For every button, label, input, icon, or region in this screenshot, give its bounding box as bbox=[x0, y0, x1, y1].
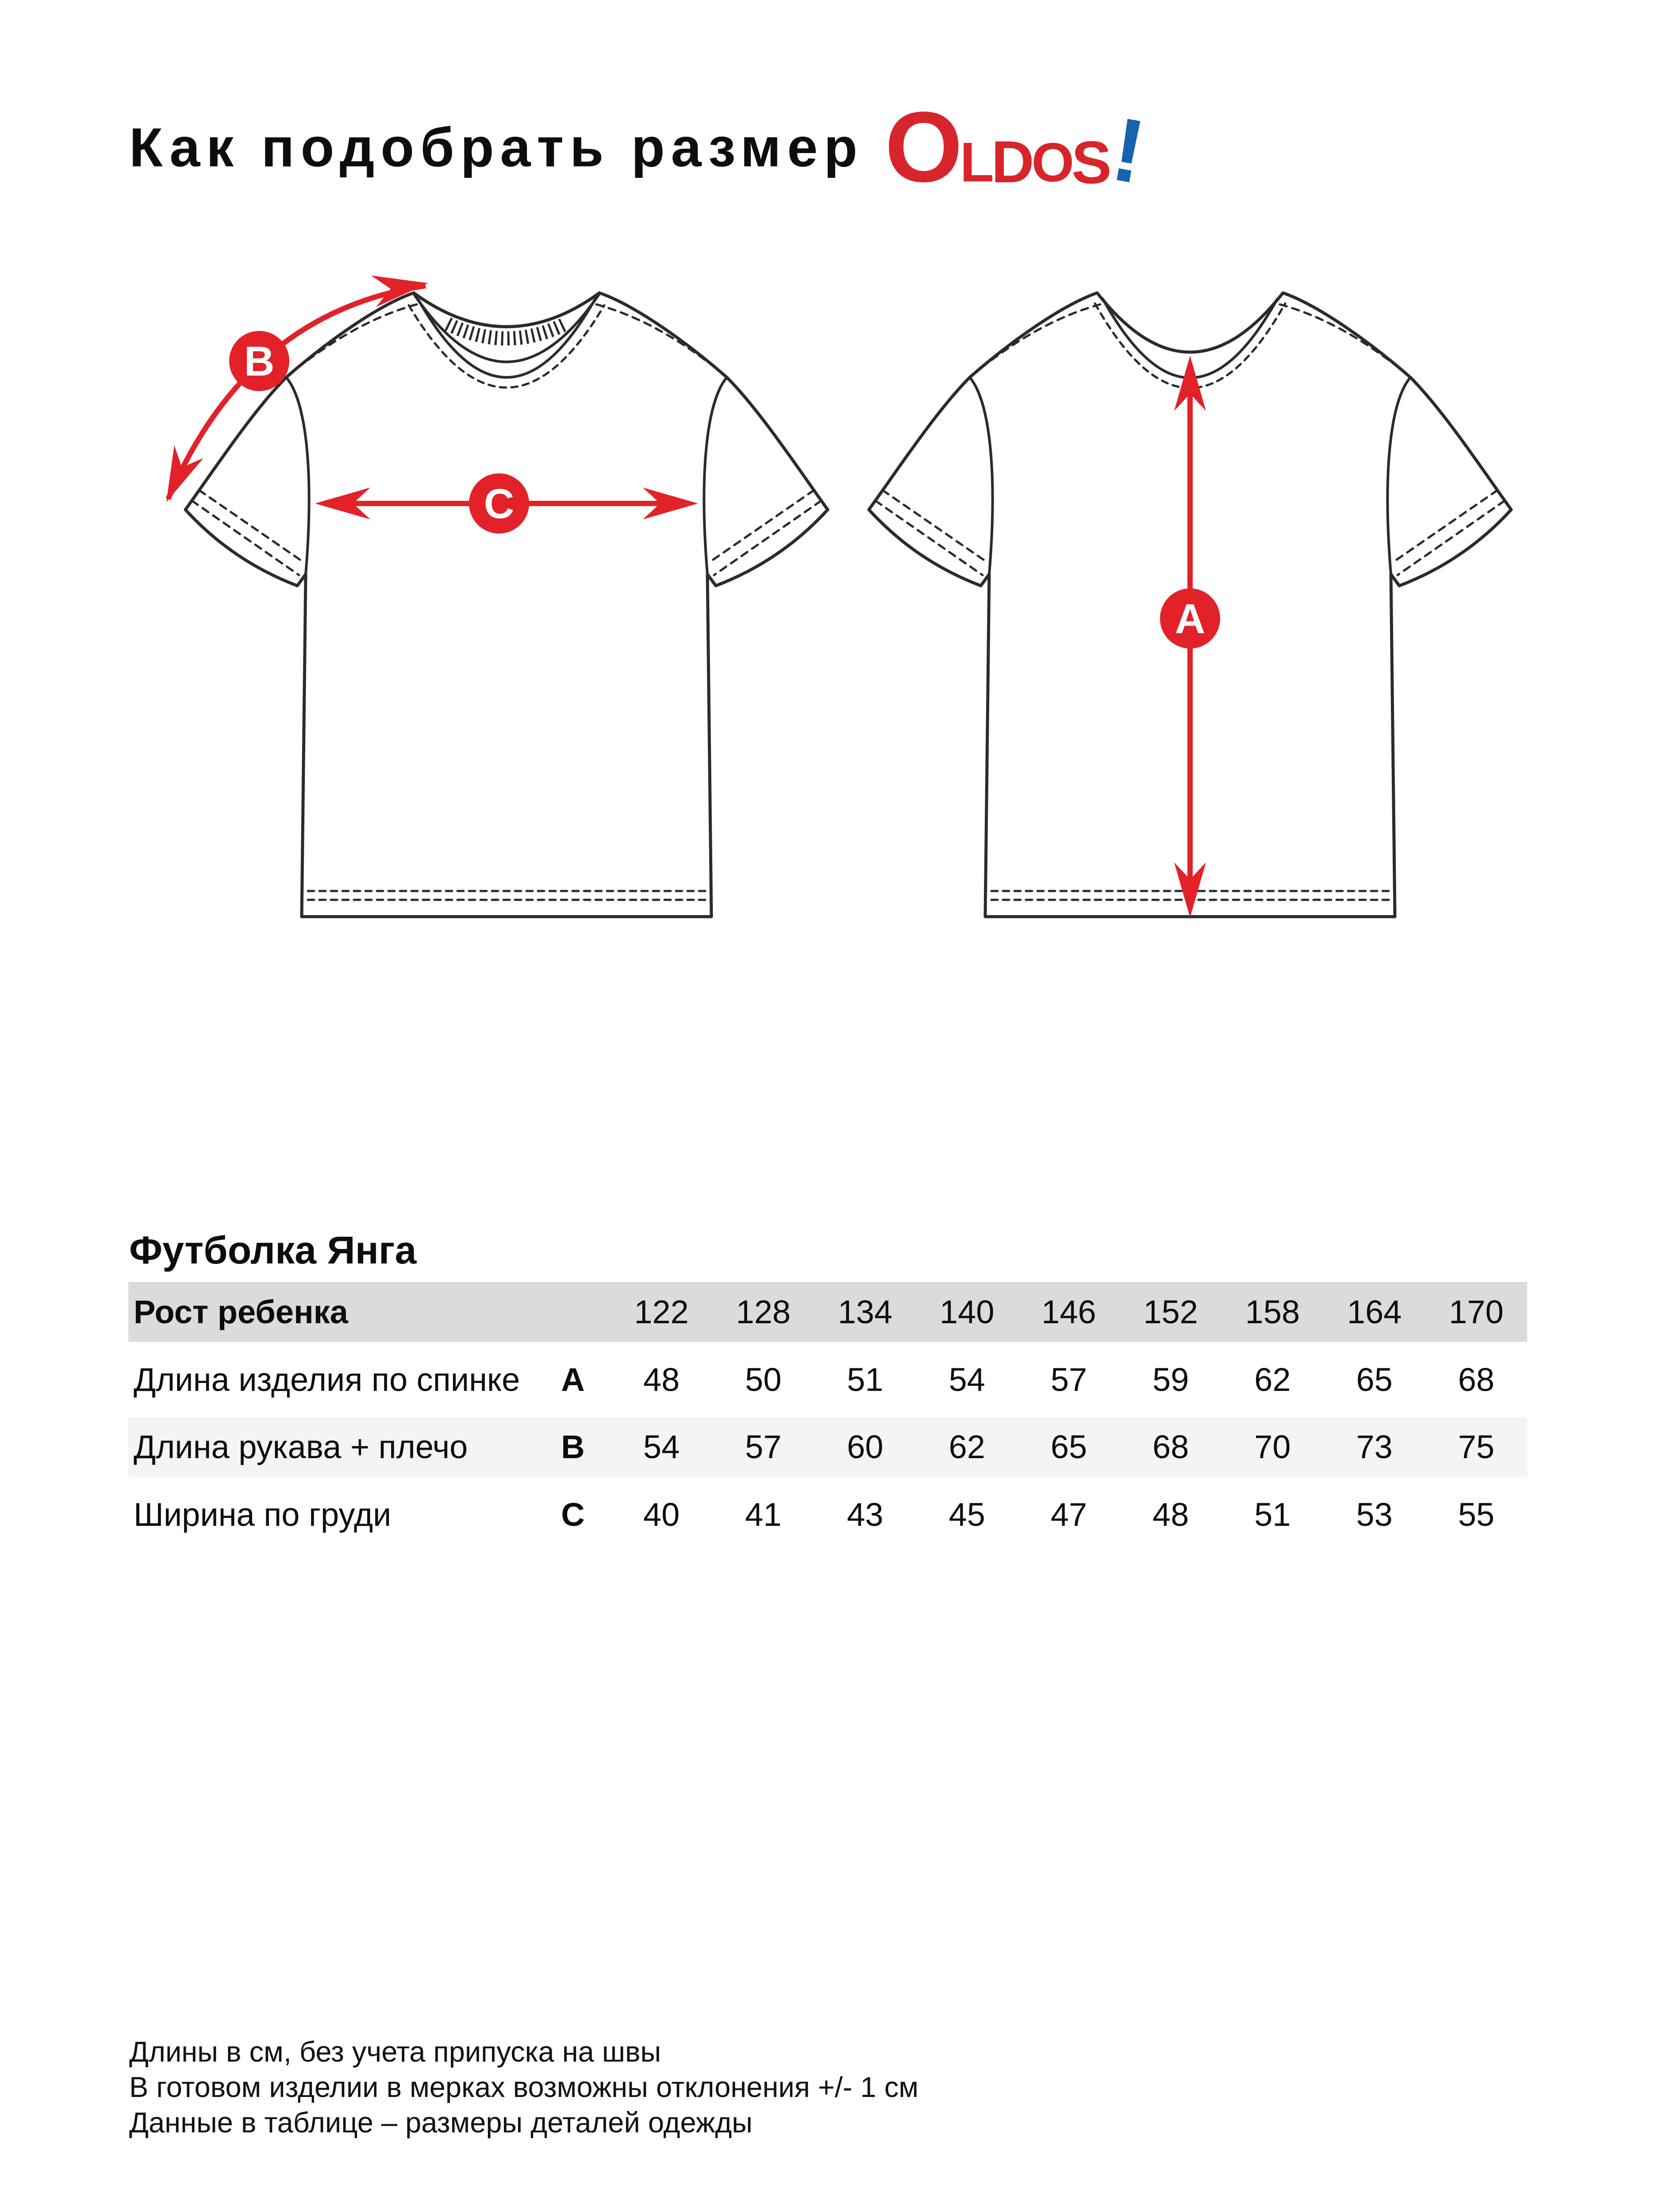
table-row-sleeve-length bbox=[128, 1417, 1527, 1477]
value-cell: 55 bbox=[1458, 1496, 1495, 1533]
value-cell: 59 bbox=[1152, 1361, 1189, 1398]
table-header-row bbox=[128, 1282, 1527, 1342]
footnote-units: Длины в см, без учета припуска на швы bbox=[129, 2035, 661, 2068]
value-cell: 62 bbox=[1254, 1361, 1291, 1398]
measure-letter-c: C bbox=[484, 480, 515, 527]
row-letter: C bbox=[561, 1496, 585, 1533]
footnotes bbox=[129, 2034, 918, 2140]
page-title: Как подобрать размер bbox=[129, 117, 864, 178]
height-cell: 146 bbox=[1041, 1294, 1096, 1330]
tshirt-back-diagram bbox=[847, 265, 1537, 1018]
value-cell: 41 bbox=[745, 1496, 782, 1533]
value-cell: 53 bbox=[1356, 1496, 1393, 1533]
table-row-back-length bbox=[128, 1342, 1527, 1417]
row-label: Ширина по груди bbox=[134, 1496, 392, 1533]
value-cell: 54 bbox=[949, 1361, 985, 1398]
footnote-tolerance: В готовом изделии в мерках возможны отклонения +/- 1 см bbox=[129, 2071, 919, 2103]
value-cell: 45 bbox=[949, 1496, 985, 1533]
size-table bbox=[128, 1282, 1527, 1552]
value-cell: 54 bbox=[643, 1429, 680, 1465]
logo-letter-d: D bbox=[991, 129, 1032, 195]
value-cell: 62 bbox=[949, 1429, 985, 1465]
value-cell: 51 bbox=[847, 1361, 883, 1398]
row-letter: B bbox=[561, 1429, 585, 1465]
height-cell: 140 bbox=[940, 1294, 995, 1330]
logo-letter-o2: O bbox=[1031, 132, 1072, 193]
table-header-label: Рост ребенка bbox=[134, 1294, 348, 1330]
value-cell: 65 bbox=[1356, 1361, 1393, 1398]
value-cell: 47 bbox=[1050, 1496, 1087, 1533]
value-cell: 48 bbox=[643, 1361, 680, 1398]
page-header bbox=[129, 74, 1150, 203]
measure-letter-b: B bbox=[244, 338, 275, 385]
value-cell: 73 bbox=[1356, 1429, 1393, 1465]
value-cell: 65 bbox=[1050, 1429, 1087, 1465]
value-cell: 50 bbox=[745, 1361, 782, 1398]
measure-letter-a: A bbox=[1175, 595, 1206, 642]
height-cell: 170 bbox=[1449, 1294, 1504, 1330]
value-cell: 68 bbox=[1152, 1429, 1189, 1465]
height-cell: 164 bbox=[1347, 1294, 1402, 1330]
height-cell: 128 bbox=[736, 1294, 791, 1330]
value-cell: 48 bbox=[1152, 1496, 1189, 1533]
height-cell: 152 bbox=[1143, 1294, 1198, 1330]
height-cell: 158 bbox=[1245, 1294, 1300, 1330]
value-cell: 75 bbox=[1458, 1429, 1495, 1465]
value-cell: 51 bbox=[1254, 1496, 1291, 1533]
table-row-chest-width bbox=[128, 1477, 1527, 1552]
height-cell: 134 bbox=[837, 1294, 893, 1330]
oldos-logo bbox=[885, 89, 1150, 204]
product-title: Футболка Янга bbox=[129, 1228, 417, 1272]
row-label: Длина рукава + плечо bbox=[134, 1429, 468, 1465]
tshirt-front-diagram bbox=[164, 265, 854, 1018]
value-cell: 40 bbox=[643, 1496, 680, 1533]
value-cell: 68 bbox=[1458, 1361, 1495, 1398]
value-cell: 43 bbox=[847, 1496, 883, 1533]
value-cell: 70 bbox=[1254, 1429, 1291, 1465]
value-cell: 57 bbox=[745, 1429, 782, 1465]
logo-letter-s: S bbox=[1071, 129, 1109, 196]
height-cell: 122 bbox=[634, 1294, 689, 1330]
logo-letter-o1: O bbox=[885, 91, 960, 203]
logo-exclamation: ! bbox=[1105, 98, 1150, 203]
value-cell: 60 bbox=[847, 1429, 883, 1465]
value-cell: 57 bbox=[1050, 1361, 1087, 1398]
row-letter: A bbox=[561, 1361, 585, 1398]
row-label: Длина изделия по спинке bbox=[134, 1361, 520, 1398]
logo-letter-l: L bbox=[960, 131, 991, 193]
footnote-garment-parts: Данные в таблице – размеры деталей одежды bbox=[129, 2106, 753, 2139]
tshirt-front-outline bbox=[185, 293, 828, 917]
